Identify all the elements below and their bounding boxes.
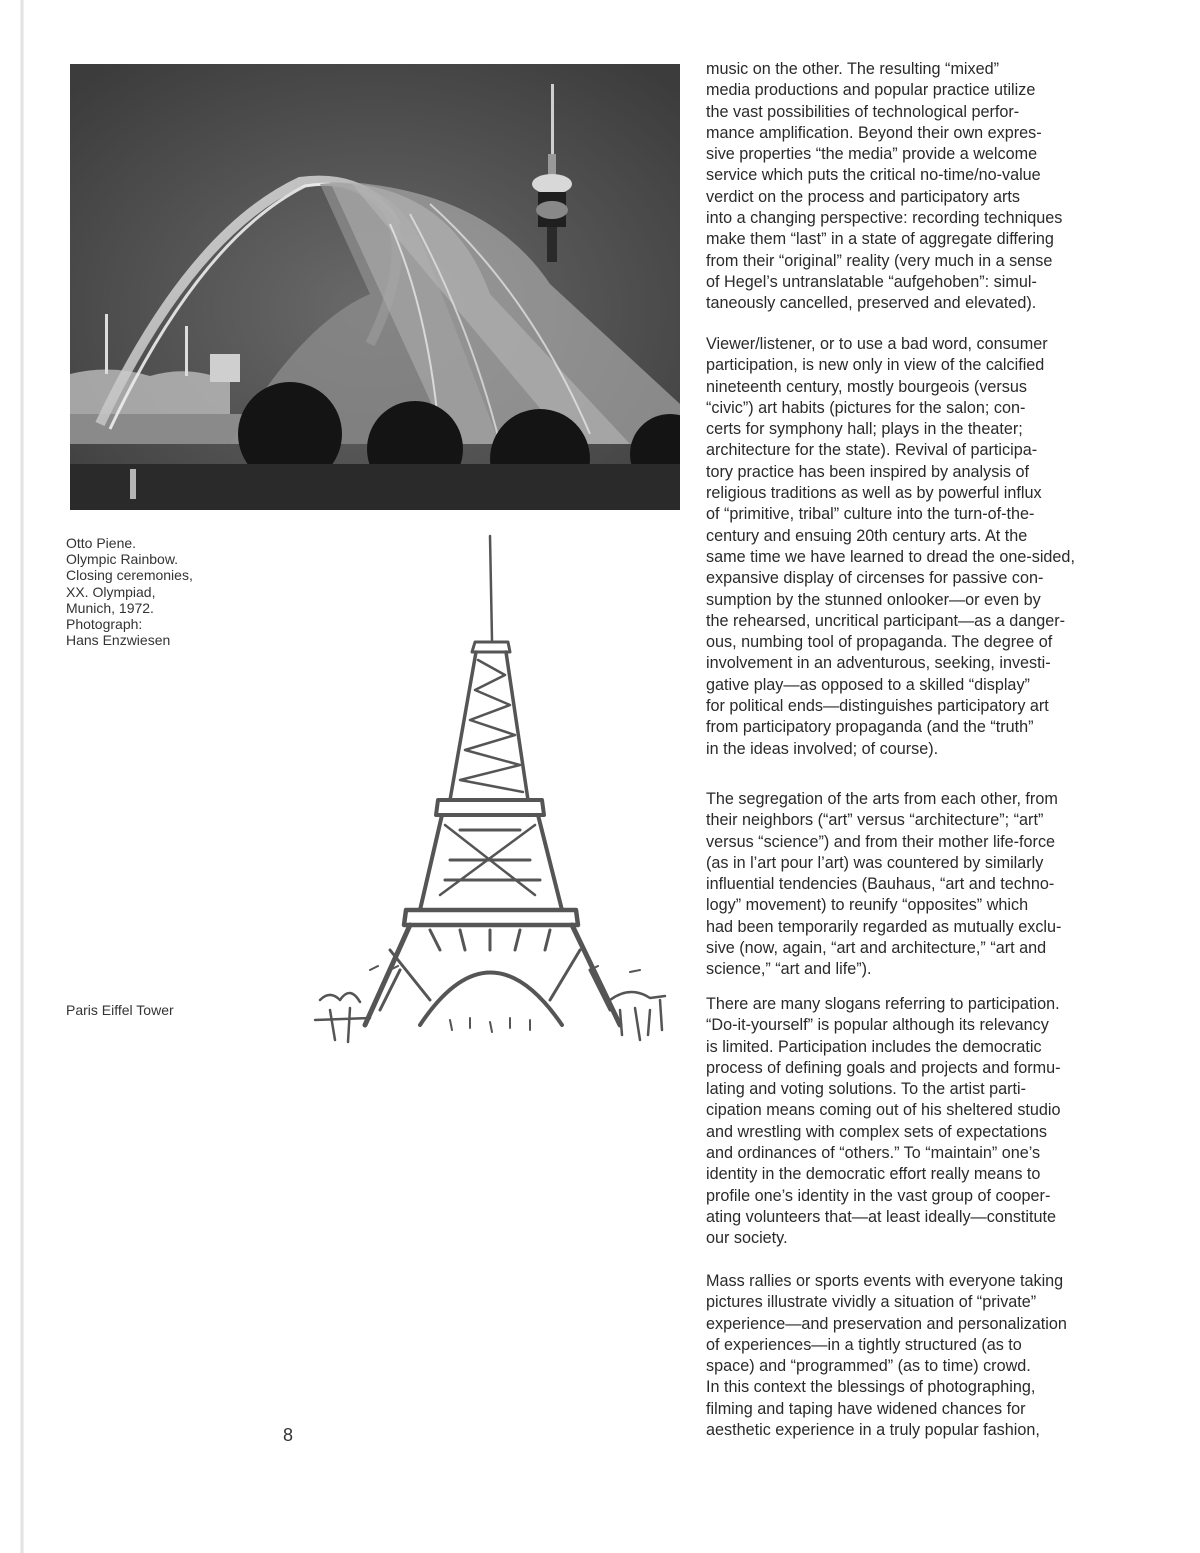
text-line: filming and taping have widened chances for bbox=[706, 1399, 1026, 1418]
caption-line: Otto Piene. bbox=[66, 535, 137, 551]
text-line: space) and “programmed” (as to time) crowd. bbox=[706, 1357, 1031, 1376]
text-line: and ordinances of “others.” To “maintain” one’s bbox=[706, 1144, 1041, 1163]
photo-caption bbox=[66, 535, 193, 648]
text-line: sumption by the stunned onlooker—or even by bbox=[706, 590, 1041, 609]
caption-line: Photograph: bbox=[66, 616, 143, 633]
paragraph-mass-rallies bbox=[706, 1271, 1067, 1441]
page-number: 8 bbox=[283, 1425, 294, 1445]
text-line: There are many slogans referring to participation. bbox=[706, 995, 1060, 1013]
text-line: is limited. Participation includes the democratic bbox=[706, 1037, 1042, 1056]
text-line: sive (now, again, “art and architecture,” “art and bbox=[706, 939, 1047, 958]
text-line: religious traditions as well as by powerful influx bbox=[706, 484, 1042, 503]
text-line: service which puts the critical no-time/no-value bbox=[706, 166, 1041, 185]
text-line: ous, numbing tool of propaganda. The degree of bbox=[706, 633, 1053, 652]
text-line: Viewer/listener, or to use a bad word, consumer bbox=[706, 335, 1048, 353]
text-line: had been temporarily regarded as mutually exclu- bbox=[706, 917, 1062, 936]
text-line: nineteenth century, mostly bourgeois (versus bbox=[706, 377, 1027, 396]
text-line: science,” “art and life”). bbox=[706, 960, 872, 979]
page-gutter-line bbox=[20, 0, 24, 1553]
text-line: gative play—as opposed to a skilled “display” bbox=[706, 675, 1030, 694]
text-line: influential tendencies (Bauhaus, “art and techno- bbox=[706, 875, 1055, 894]
text-line: versus “science”) and from their mother life-force bbox=[706, 832, 1056, 851]
text-line: the rehearsed, uncritical participant—as a danger- bbox=[706, 611, 1066, 630]
text-line: of Hegel’s untranslatable “aufgehoben”: simul- bbox=[706, 272, 1037, 291]
text-line: from participatory propaganda (and the “truth” bbox=[706, 718, 1034, 737]
paragraph-segregation-of-arts bbox=[706, 789, 1061, 981]
text-line: and wrestling with complex sets of expectations bbox=[706, 1122, 1048, 1141]
text-line: certs for symphony hall; plays in the theater; bbox=[706, 420, 1023, 439]
text-line: same time we have learned to dread the one-sided, bbox=[706, 547, 1075, 566]
paragraph-consumer-participation bbox=[706, 334, 1075, 760]
text-line: architecture for the state). Revival of participa- bbox=[706, 441, 1038, 460]
eiffel-tower-drawing bbox=[310, 530, 680, 1050]
text-line: sive properties “the media” provide a welcome bbox=[706, 145, 1038, 164]
text-line: process of defining goals and projects and formu- bbox=[706, 1058, 1061, 1077]
text-line: make them “last” in a state of aggregate differing bbox=[706, 230, 1054, 249]
paragraph-media bbox=[706, 59, 1062, 315]
caption-line: XX. Olympiad, bbox=[66, 583, 156, 600]
text-line: participation, is new only in view of the calcified bbox=[706, 356, 1045, 375]
text-line: the vast possibilities of technological perfor- bbox=[706, 102, 1020, 121]
text-line: ating volunteers that—at least ideally—constitute bbox=[706, 1207, 1057, 1226]
text-line: into a changing perspective: recording techniques bbox=[706, 209, 1063, 228]
text-line: lating and voting solutions. To the artist parti- bbox=[706, 1080, 1027, 1099]
text-line: The segregation of the arts from each other, from bbox=[706, 790, 1058, 808]
text-line: media productions and popular practice utilize bbox=[706, 81, 1036, 100]
text-line: “civic”) art habits (pictures for the salon; con- bbox=[706, 398, 1026, 417]
text-line: cipation means coming out of his sheltered studio bbox=[706, 1101, 1061, 1120]
text-line: In this context the blessings of photographing, bbox=[706, 1378, 1036, 1397]
caption-line: Munich, 1972. bbox=[66, 599, 154, 616]
text-line: Mass rallies or sports events with everyone taking bbox=[706, 1272, 1064, 1290]
drawing-caption bbox=[66, 1002, 174, 1018]
text-line: century and ensuing 20th century arts. At the bbox=[706, 526, 1028, 545]
text-line: their neighbors (“art” versus “architecture”; “art” bbox=[706, 811, 1044, 830]
text-line: music on the other. The resulting “mixed” bbox=[706, 60, 1000, 78]
text-line: logy” movement) to reunify “opposites” which bbox=[706, 896, 1029, 915]
text-line: aesthetic experience in a truly popular fashion, bbox=[706, 1421, 1040, 1440]
text-line: for political ends—distinguishes participatory art bbox=[706, 697, 1049, 716]
text-line: identity in the democratic effort really means to bbox=[706, 1165, 1041, 1184]
text-line: experience—and preservation and personalization bbox=[706, 1314, 1067, 1333]
text-line: pictures illustrate vividly a situation of “private” bbox=[706, 1293, 1037, 1312]
text-line: taneously cancelled, preserved and elevated). bbox=[706, 294, 1037, 313]
text-line: profile one’s identity in the vast group of cooper- bbox=[706, 1186, 1051, 1205]
text-line: verdict on the process and participatory arts bbox=[706, 187, 1021, 206]
text-line: involvement in an adventurous, seeking, investi- bbox=[706, 654, 1051, 673]
text-line: in the ideas involved; of course). bbox=[706, 739, 939, 758]
caption-line: Olympic Rainbow. bbox=[66, 551, 179, 568]
text-line: “Do-it-yourself” is popular although its relevancy bbox=[706, 1016, 1049, 1035]
caption-line: Hans Enzwiesen bbox=[66, 632, 171, 649]
text-line: from their “original” reality (very much in a sense bbox=[706, 251, 1053, 270]
olympic-rainbow-photo bbox=[70, 64, 680, 510]
caption-line: Paris Eiffel Tower bbox=[66, 1002, 174, 1018]
text-line: (as in l’art pour l’art) was countered by similarly bbox=[706, 853, 1044, 872]
caption-line: Closing ceremonies, bbox=[66, 567, 193, 584]
text-line: tory practice has been inspired by analysis of bbox=[706, 462, 1030, 481]
paragraph-slogans bbox=[706, 994, 1061, 1250]
text-line: our society. bbox=[706, 1229, 788, 1248]
text-line: of “primitive, tribal” culture into the turn-of-the- bbox=[706, 505, 1035, 524]
text-line: mance amplification. Beyond their own expres- bbox=[706, 123, 1042, 142]
text-line: expansive display of circenses for passive con- bbox=[706, 569, 1044, 588]
text-line: of experiences—in a tightly structured (as to bbox=[706, 1335, 1022, 1354]
